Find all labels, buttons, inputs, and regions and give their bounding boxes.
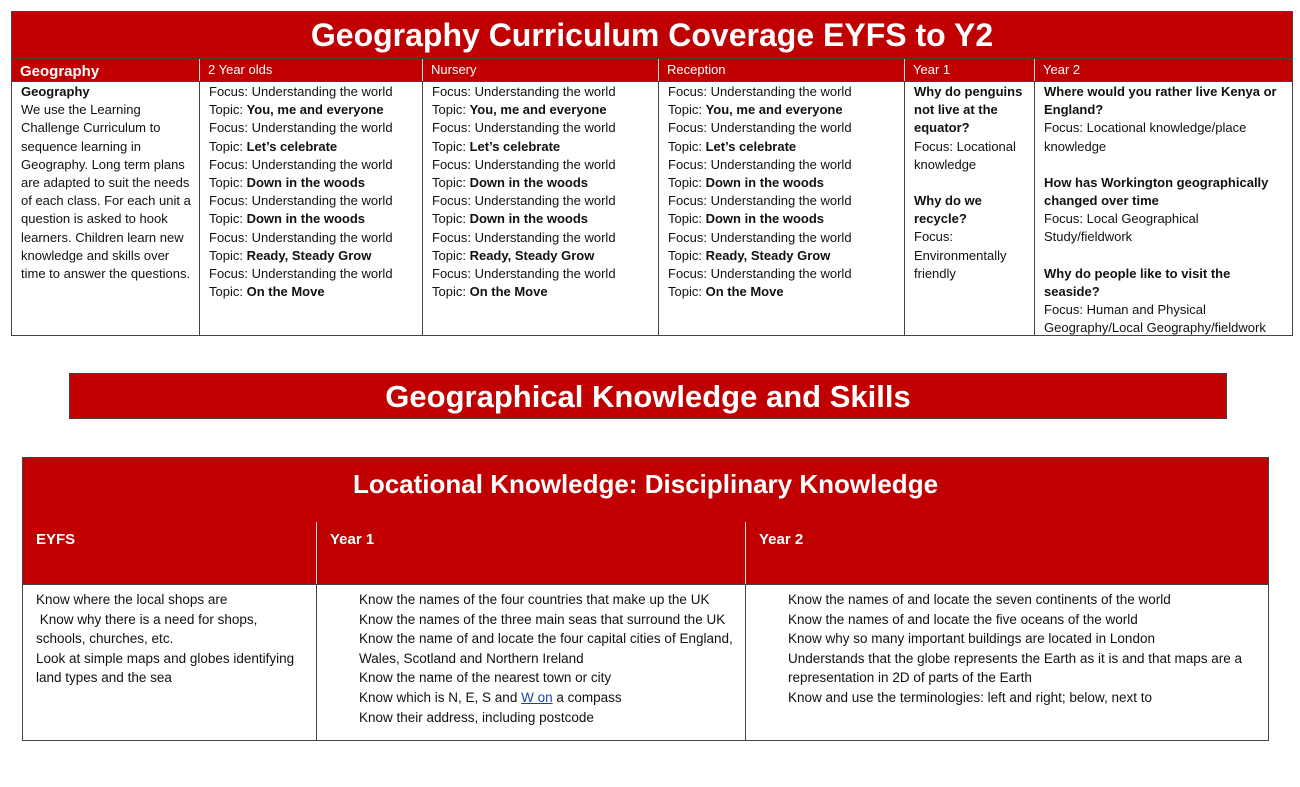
curriculum-table-title: Geography Curriculum Coverage EYFS to Y2 [12, 12, 1292, 59]
topic-line: Topic: On the Move [668, 284, 784, 300]
focus-line: Focus: Understanding the world [209, 156, 393, 172]
year2-focus-1: Focus: Locational knowledge/place knowledge [1044, 120, 1247, 154]
locational-knowledge-table [22, 457, 1269, 741]
curriculum-table-header-row [12, 59, 1292, 82]
topic-line: Topic: Let’s celebrate [209, 138, 338, 154]
knowledge-skills-banner: Geographical Knowledge and Skills [69, 373, 1227, 419]
year-2-cell [1035, 82, 1292, 335]
locational-knowledge-header-row [23, 522, 1268, 585]
locational-knowledge-body [23, 585, 1268, 740]
topic-line: Topic: You, me and everyone [668, 102, 843, 118]
focus-line: Focus: Understanding the world [209, 120, 393, 136]
list-item: Know their address, including postcode [359, 709, 594, 725]
topic-line: Topic: You, me and everyone [432, 102, 607, 118]
focus-line: Focus: Understanding the world [209, 266, 393, 282]
header-reception: Reception [659, 59, 905, 81]
focus-line: Focus: Understanding the world [668, 193, 852, 209]
topic-line: Topic: Ready, Steady Grow [668, 247, 831, 263]
topic-line: Topic: Down in the woods [209, 175, 366, 191]
focus-line: Focus: Understanding the world [668, 229, 852, 245]
spellcheck-underlined-text: W on [521, 689, 553, 705]
list-item: Know the name of and locate the four capital cities of England, Wales, Scotland and Northern Ireland [359, 631, 733, 666]
focus-line: Focus: Understanding the world [668, 84, 852, 99]
header-2-year-olds: 2 Year olds [200, 59, 423, 81]
header-geography: Geography [12, 59, 200, 81]
reception-cell [659, 82, 905, 335]
header-year-1: Year 1 [905, 59, 1035, 81]
topic-line: Topic: Down in the woods [432, 211, 589, 227]
focus-line: Focus: Understanding the world [209, 84, 393, 99]
list-item: Know the names of the four countries that make up the UK [359, 592, 710, 607]
two-year-olds-cell [200, 82, 423, 335]
list-item: Know and use the terminologies: left and right; below, next to [788, 689, 1152, 705]
curriculum-coverage-table [11, 11, 1293, 336]
focus-line: Focus: Understanding the world [209, 229, 393, 245]
topic-line: Topic: Down in the woods [668, 175, 825, 191]
year2-focus-2: Focus: Local Geographical Study/fieldwork [1044, 211, 1199, 245]
eyfs-cell [23, 585, 317, 740]
year2-question-2: How has Workington geographically changed over time [1044, 174, 1269, 209]
list-item: Know the names of and locate the seven continents of the world [788, 592, 1171, 607]
topic-line: Topic: Let’s celebrate [668, 138, 797, 154]
focus-line: Focus: Understanding the world [432, 120, 616, 136]
topic-line: Topic: Down in the woods [209, 211, 366, 227]
header-nursery: Nursery [423, 59, 659, 81]
focus-line: Focus: Understanding the world [668, 156, 852, 172]
list-item: Know why so many important buildings are located in London [788, 631, 1155, 647]
focus-line: Focus: Understanding the world [668, 120, 852, 136]
year-1-cell [905, 82, 1035, 335]
year-1-knowledge-cell [317, 585, 746, 740]
curriculum-table-body [12, 82, 1292, 335]
list-item: Know where the local shops are [36, 592, 228, 607]
list-item: Understands that the globe represents the Earth as it is and that maps are a representation in 2D of parts of the Earth [788, 650, 1243, 686]
topic-line: Topic: You, me and everyone [209, 102, 384, 118]
list-item-compass: Know which is N, E, S and W on a compass [359, 689, 622, 705]
year1-focus-2-value: Environmentally friendly [914, 247, 1007, 281]
topic-line: Topic: Down in the woods [432, 175, 589, 191]
locational-knowledge-title: Locational Knowledge: Disciplinary Knowledge [352, 469, 939, 499]
focus-line: Focus: Understanding the world [668, 266, 852, 282]
year-2-knowledge-cell [746, 585, 1268, 740]
focus-line: Focus: Understanding the world [432, 229, 616, 245]
focus-line: Focus: Understanding the world [209, 193, 393, 209]
focus-line: Focus: Understanding the world [432, 193, 616, 209]
topic-line: Topic: On the Move [209, 284, 325, 300]
intro-text: We use the Learning Challenge Curriculum to sequence learning in Geography. Long term plans are adapted to suit the needs of each class. For each unit a question is asked to hook learners. Children learn new knowledge and skills over time to answer the questions. [21, 102, 191, 282]
topic-line: Topic: Down in the woods [668, 211, 825, 227]
header-year-2: Year 2 [1043, 62, 1081, 77]
focus-line: Focus: Understanding the world [432, 156, 616, 172]
intro-heading: Geography [21, 84, 90, 99]
list-item: Know the names of the three main seas that surround the UK [359, 611, 726, 627]
list-item: Look at simple maps and globes identifying land types and the sea [36, 650, 295, 686]
focus-line: Focus: Understanding the world [432, 266, 616, 282]
year1-question-1: Why do penguins not live at the equator? [914, 84, 1023, 136]
year2-question-3: Why do people like to visit the seaside? [1044, 265, 1231, 299]
list-item: Know the name of the nearest town or city [359, 670, 612, 686]
nursery-cell [423, 82, 659, 335]
intro-cell [12, 82, 200, 335]
year2-focus-3: Focus: Human and Physical Geography/Local Geography/fieldwork [1044, 302, 1266, 336]
year1-question-2: Why do we recycle? [914, 193, 982, 227]
year2-question-1: Where would you rather live Kenya or England? [1044, 84, 1277, 118]
topic-line: Topic: On the Move [432, 284, 548, 300]
header-year-1: Year 1 [317, 522, 746, 584]
year1-focus-2-label: Focus: [914, 229, 954, 245]
list-item: Know why there is a need for shops, schools, churches, etc. [36, 611, 262, 647]
topic-line: Topic: Ready, Steady Grow [209, 247, 372, 263]
header-eyfs: EYFS [23, 522, 317, 584]
header-year-2: Year 2 [759, 531, 804, 548]
list-item: Know the names of and locate the five oceans of the world [788, 611, 1138, 627]
topic-line: Topic: Ready, Steady Grow [432, 247, 595, 263]
year1-focus-1: Focus: Locational knowledge [914, 138, 1016, 172]
focus-line: Focus: Understanding the world [432, 84, 616, 99]
topic-line: Topic: Let’s celebrate [432, 138, 561, 154]
